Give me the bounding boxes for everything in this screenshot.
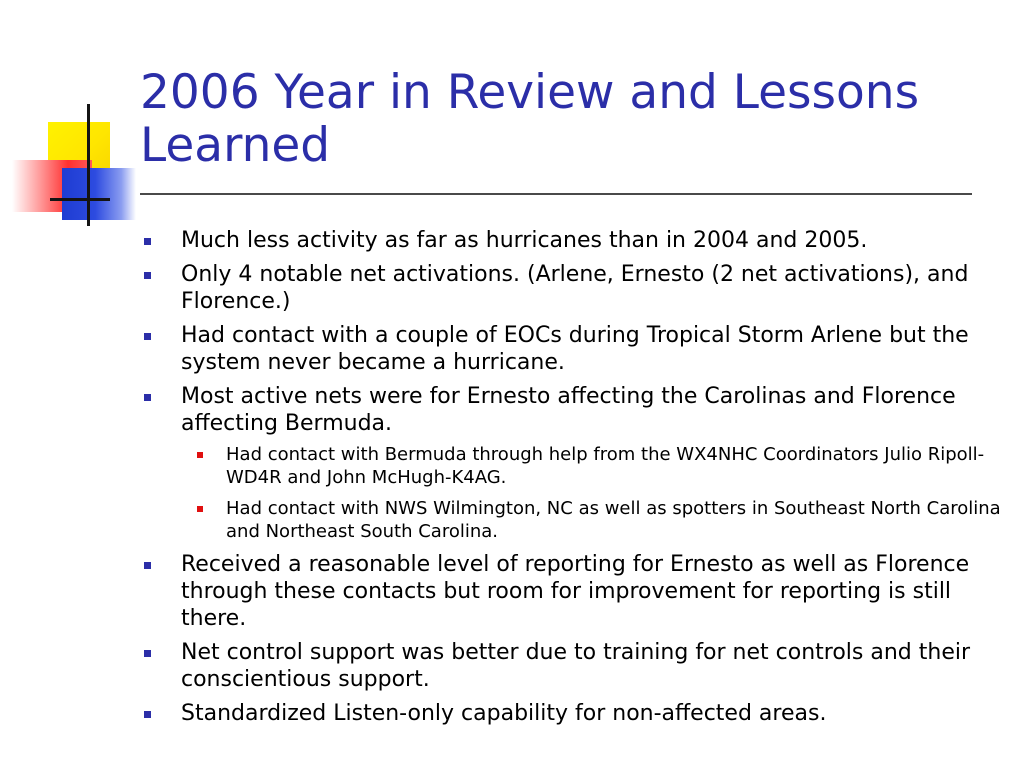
square-bullet-icon [144,650,151,657]
bullet-text: Much less activity as far as hurricanes than in 2004 and 2005. [181,228,868,253]
vertical-line [87,104,90,226]
square-bullet-icon [144,562,151,569]
sub-bullet-item [181,497,1002,543]
bullet-list [142,227,1002,734]
bullet-item [142,551,1002,632]
square-bullet-icon [144,238,151,245]
bullet-text: Received a reasonable level of reporting for Ernesto as well as Florence through these contacts but room for improvement for reporting is still there. [181,552,970,631]
square-bullet-icon [144,272,151,279]
square-bullet-icon [144,394,151,401]
bullet-item [142,322,1002,376]
sub-bullet-list [181,443,1002,543]
square-bullet-icon [144,711,151,718]
bullet-item [142,700,1002,727]
square-bullet-icon [144,333,151,340]
slide-title: 2006 Year in Review and Lessons Learned [140,65,920,173]
bullet-item [142,261,1002,315]
title-divider [140,193,972,195]
horizontal-line [50,198,110,201]
bullet-item [142,639,1002,693]
bullet-text: Had contact with a couple of EOCs during Tropical Storm Arlene but the system never became a hurricane. [181,323,969,375]
sub-bullet-item [181,443,1002,489]
blue-block [62,168,136,220]
bullet-text: Net control support was better due to training for net controls and their conscientious support. [181,640,971,692]
bullet-text: Only 4 notable net activations. (Arlene, Ernesto (2 net activations), and Florence.) [181,262,969,314]
bullet-text: Most active nets were for Ernesto affecting the Carolinas and Florence affecting Bermuda. [181,384,956,436]
bullet-item [142,383,1002,543]
square-sub-bullet-icon [197,506,203,512]
bullet-text: Standardized Listen-only capability for non-affected areas. [181,701,827,726]
bullet-item [142,227,1002,254]
sub-bullet-text: Had contact with NWS Wilmington, NC as well as spotters in Southeast North Carolina and Northeast South Carolina. [226,498,1001,542]
square-sub-bullet-icon [197,452,203,458]
sub-bullet-text: Had contact with Bermuda through help from the WX4NHC Coordinators Julio Ripoll-WD4R and John McHugh-K4AG. [226,444,985,488]
